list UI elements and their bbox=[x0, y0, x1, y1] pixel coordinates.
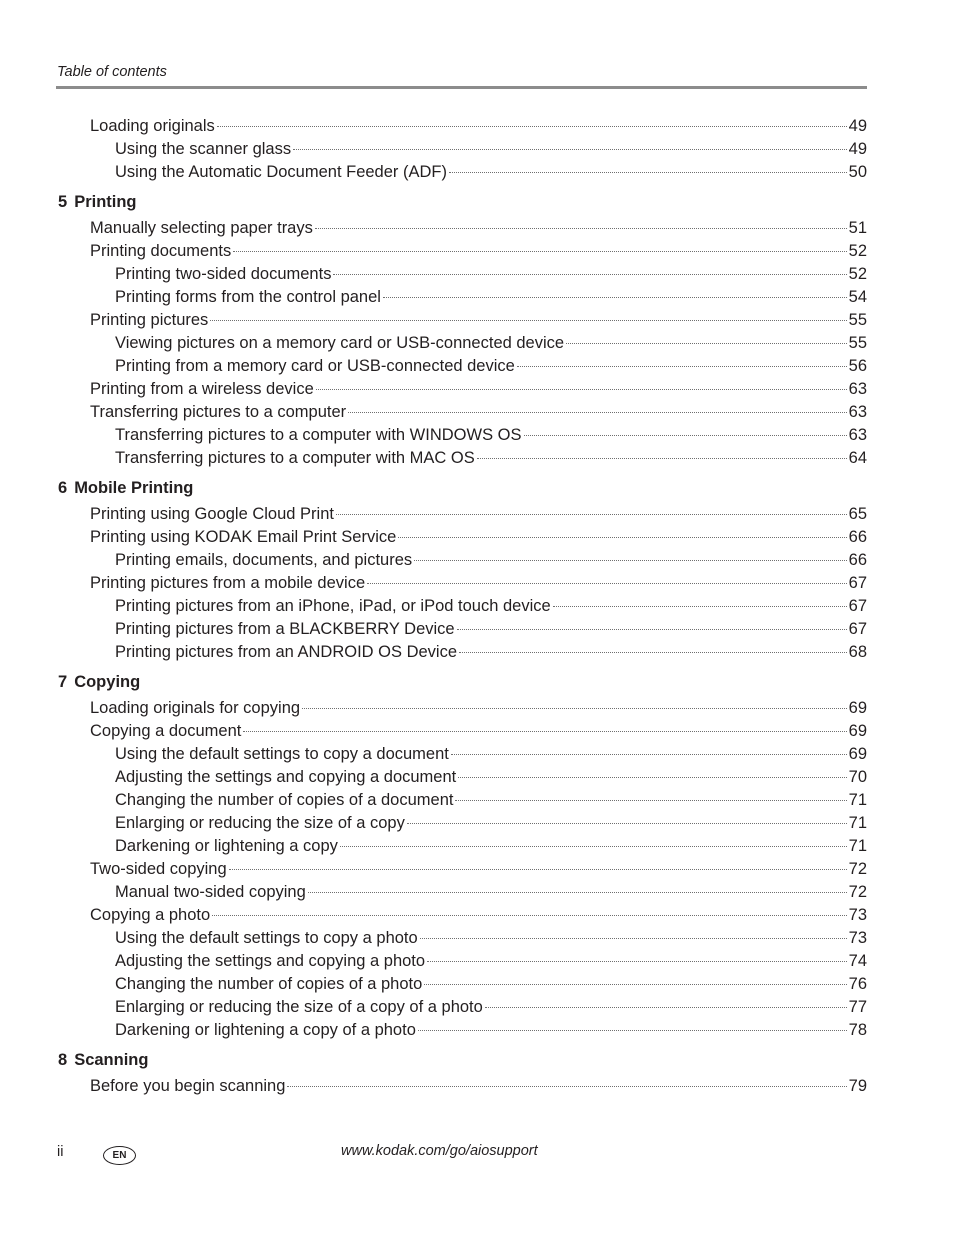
footer-url[interactable]: www.kodak.com/go/aiosupport bbox=[341, 1143, 538, 1159]
toc-entry-title: Enlarging or reducing the size of a copy of a photo bbox=[115, 998, 483, 1016]
header-rule bbox=[56, 86, 867, 89]
chapter-heading[interactable] bbox=[58, 671, 140, 694]
toc-page-number: 64 bbox=[848, 449, 867, 467]
toc-entry[interactable] bbox=[90, 1075, 867, 1098]
toc-page-number: 54 bbox=[848, 288, 867, 306]
dot-leader bbox=[517, 366, 847, 367]
toc-entry-title: Using the default settings to copy a photo bbox=[115, 929, 418, 947]
toc-entry-title: Printing pictures from a BLACKBERRY Device bbox=[115, 620, 455, 638]
dot-leader bbox=[451, 754, 847, 755]
dot-leader bbox=[566, 343, 847, 344]
toc-entry[interactable] bbox=[90, 503, 867, 526]
chapter-heading[interactable] bbox=[58, 1049, 148, 1072]
running-header: Table of contents bbox=[57, 64, 167, 80]
toc-page-number: 69 bbox=[848, 699, 867, 717]
dot-leader bbox=[458, 777, 846, 778]
toc-page-number: 56 bbox=[848, 357, 867, 375]
dot-leader bbox=[455, 800, 846, 801]
toc-entry-title: Darkening or lightening a copy bbox=[115, 837, 338, 855]
toc-entry[interactable] bbox=[115, 549, 867, 572]
dot-leader bbox=[424, 984, 846, 985]
toc-page-number: 63 bbox=[848, 403, 867, 421]
toc-entry-title: Loading originals for copying bbox=[90, 699, 301, 717]
toc-entry[interactable] bbox=[90, 115, 867, 138]
toc-entry[interactable] bbox=[115, 355, 867, 378]
toc-entry-title: Enlarging or reducing the size of a copy bbox=[115, 814, 405, 832]
toc-entry-title: Adjusting the settings and copying a photo bbox=[115, 952, 426, 970]
toc-entry[interactable] bbox=[115, 618, 867, 641]
toc-page-number: 67 bbox=[848, 620, 867, 638]
toc-page-number: 69 bbox=[848, 745, 867, 763]
toc-entry[interactable] bbox=[90, 526, 867, 549]
toc-page-number: 71 bbox=[848, 791, 867, 809]
toc-entry[interactable] bbox=[90, 572, 867, 595]
toc-page-number: 70 bbox=[848, 768, 867, 786]
toc-entry[interactable] bbox=[115, 641, 867, 664]
toc-entry[interactable] bbox=[115, 424, 867, 447]
toc-entry[interactable] bbox=[90, 401, 867, 424]
toc-entry-title: Transferring pictures to a computer bbox=[90, 403, 347, 421]
toc-entry-title: Printing documents bbox=[90, 242, 232, 260]
dot-leader bbox=[210, 320, 846, 321]
toc-page-number: 66 bbox=[848, 528, 867, 546]
toc-entry[interactable] bbox=[90, 378, 867, 401]
toc-page-number: 65 bbox=[848, 505, 867, 523]
toc-entry-title: Printing two-sided documents bbox=[115, 265, 332, 283]
toc-entry[interactable] bbox=[115, 595, 867, 618]
toc-entry[interactable] bbox=[115, 743, 867, 766]
toc-entry[interactable] bbox=[115, 812, 867, 835]
chapter-title: Scanning bbox=[74, 1051, 149, 1069]
toc-entry[interactable] bbox=[115, 286, 867, 309]
toc-page-number: 68 bbox=[848, 643, 867, 661]
toc-entry[interactable] bbox=[90, 217, 867, 240]
toc-page-number: 79 bbox=[848, 1077, 867, 1095]
toc-entry-title: Printing pictures from a mobile device bbox=[90, 574, 366, 592]
toc-entry-title: Manual two-sided copying bbox=[115, 883, 306, 901]
toc-entry-title: Printing from a wireless device bbox=[90, 380, 314, 398]
toc-entry[interactable] bbox=[115, 263, 867, 286]
toc-entry-title: Before you begin scanning bbox=[90, 1077, 286, 1095]
dot-leader bbox=[348, 412, 846, 413]
toc-entry-title: Printing forms from the control panel bbox=[115, 288, 381, 306]
dot-leader bbox=[233, 251, 846, 252]
toc-entry[interactable] bbox=[115, 881, 867, 904]
toc-entry[interactable] bbox=[90, 858, 867, 881]
dot-leader bbox=[340, 846, 847, 847]
dot-leader bbox=[459, 652, 847, 653]
dot-leader bbox=[418, 1030, 847, 1031]
toc-entry[interactable] bbox=[115, 927, 867, 950]
toc-entry-title: Using the Automatic Document Feeder (ADF) bbox=[115, 163, 447, 181]
toc-entry-title: Loading originals bbox=[90, 117, 215, 135]
toc-page-number: 49 bbox=[848, 117, 867, 135]
toc-page-number: 55 bbox=[848, 311, 867, 329]
toc-entry-title: Printing using KODAK Email Print Service bbox=[90, 528, 397, 546]
toc-page-number: 73 bbox=[848, 929, 867, 947]
toc-entry[interactable] bbox=[115, 835, 867, 858]
toc-entry-title: Printing pictures from an iPhone, iPad, or iPod touch device bbox=[115, 597, 551, 615]
toc-entry-title: Changing the number of copies of a document bbox=[115, 791, 454, 809]
toc-page-number: 72 bbox=[848, 860, 867, 878]
toc-entry-title: Two-sided copying bbox=[90, 860, 227, 878]
toc-entry-title: Printing pictures bbox=[90, 311, 209, 329]
dot-leader bbox=[457, 629, 847, 630]
toc-entry[interactable] bbox=[90, 697, 867, 720]
dot-leader bbox=[398, 537, 846, 538]
toc-page-number: 74 bbox=[848, 952, 867, 970]
toc-page-number: 52 bbox=[848, 265, 867, 283]
toc-entry[interactable] bbox=[115, 950, 867, 973]
toc-page-number: 73 bbox=[848, 906, 867, 924]
dot-leader bbox=[367, 583, 847, 584]
toc-page-number: 67 bbox=[848, 574, 867, 592]
dot-leader bbox=[336, 514, 847, 515]
chapter-heading[interactable] bbox=[58, 191, 137, 214]
toc-entry-title: Manually selecting paper trays bbox=[90, 219, 313, 237]
toc-page-number: 67 bbox=[848, 597, 867, 615]
toc-page-number: 55 bbox=[848, 334, 867, 352]
toc-entry-title: Adjusting the settings and copying a document bbox=[115, 768, 457, 786]
chapter-title: Copying bbox=[74, 673, 141, 691]
dot-leader bbox=[217, 126, 847, 127]
toc-entry[interactable] bbox=[115, 332, 867, 355]
toc-page-number: 69 bbox=[848, 722, 867, 740]
dot-leader bbox=[383, 297, 847, 298]
toc-page-number: 71 bbox=[848, 837, 867, 855]
toc-entry-title: Printing using Google Cloud Print bbox=[90, 505, 334, 523]
footer-page-number: ii bbox=[57, 1144, 64, 1160]
toc-entry-title: Printing pictures from an ANDROID OS Device bbox=[115, 643, 458, 661]
dot-leader bbox=[449, 172, 847, 173]
toc-entry-title: Transferring pictures to a computer with WINDOWS OS bbox=[115, 426, 522, 444]
toc-entry[interactable] bbox=[90, 904, 867, 927]
toc-page-number: 50 bbox=[848, 163, 867, 181]
toc-entry-title: Transferring pictures to a computer with MAC OS bbox=[115, 449, 475, 467]
dot-leader bbox=[315, 228, 847, 229]
toc-page-number: 63 bbox=[848, 426, 867, 444]
toc-entry-title: Copying a photo bbox=[90, 906, 211, 924]
dot-leader bbox=[212, 915, 846, 916]
dot-leader bbox=[553, 606, 847, 607]
dot-leader bbox=[420, 938, 847, 939]
dot-leader bbox=[308, 892, 847, 893]
toc-entry[interactable] bbox=[90, 240, 867, 263]
chapter-title: Printing bbox=[74, 193, 137, 211]
toc-entry[interactable] bbox=[115, 447, 867, 470]
toc-entry-title: Using the scanner glass bbox=[115, 140, 292, 158]
dot-leader bbox=[243, 731, 846, 732]
dot-leader bbox=[524, 435, 847, 436]
dot-leader bbox=[485, 1007, 847, 1008]
toc-entry[interactable] bbox=[115, 161, 867, 184]
dot-leader bbox=[407, 823, 847, 824]
chapter-heading[interactable] bbox=[58, 477, 193, 500]
chapter-number: 5 bbox=[58, 193, 68, 211]
chapter-title: Mobile Printing bbox=[74, 479, 194, 497]
toc-entry-title: Changing the number of copies of a photo bbox=[115, 975, 423, 993]
dot-leader bbox=[302, 708, 847, 709]
dot-leader bbox=[414, 560, 846, 561]
toc-page-number: 49 bbox=[848, 140, 867, 158]
toc-entry-title: Printing emails, documents, and pictures bbox=[115, 551, 413, 569]
toc-page-number: 76 bbox=[848, 975, 867, 993]
toc-entry-title: Darkening or lightening a copy of a photo bbox=[115, 1021, 416, 1039]
dot-leader bbox=[293, 149, 847, 150]
toc-page-number: 78 bbox=[848, 1021, 867, 1039]
toc-entry-title: Viewing pictures on a memory card or USB-connected device bbox=[115, 334, 565, 352]
toc-entry[interactable] bbox=[90, 309, 867, 332]
toc-entry[interactable] bbox=[115, 996, 867, 1019]
toc-entry-title: Copying a document bbox=[90, 722, 242, 740]
chapter-number: 6 bbox=[58, 479, 68, 497]
toc-entry[interactable] bbox=[115, 789, 867, 812]
toc-entry[interactable] bbox=[115, 1019, 867, 1042]
dot-leader bbox=[427, 961, 847, 962]
dot-leader bbox=[287, 1086, 846, 1087]
toc-entry[interactable] bbox=[115, 138, 867, 161]
toc-page-number: 52 bbox=[848, 242, 867, 260]
language-badge: EN bbox=[103, 1146, 136, 1165]
dot-leader bbox=[229, 869, 847, 870]
toc-page-number: 66 bbox=[848, 551, 867, 569]
toc-entry-title: Using the default settings to copy a document bbox=[115, 745, 449, 763]
dot-leader bbox=[316, 389, 847, 390]
dot-leader bbox=[333, 274, 846, 275]
toc-entry[interactable] bbox=[115, 973, 867, 996]
chapter-number: 7 bbox=[58, 673, 68, 691]
toc-entry[interactable] bbox=[90, 720, 867, 743]
chapter-number: 8 bbox=[58, 1051, 68, 1069]
toc-entry-title: Printing from a memory card or USB-connected device bbox=[115, 357, 515, 375]
toc-page-number: 51 bbox=[848, 219, 867, 237]
toc-page-number: 63 bbox=[848, 380, 867, 398]
toc-page-number: 72 bbox=[848, 883, 867, 901]
toc-page-number: 77 bbox=[848, 998, 867, 1016]
toc-entry[interactable] bbox=[115, 766, 867, 789]
dot-leader bbox=[477, 458, 847, 459]
toc-page-number: 71 bbox=[848, 814, 867, 832]
